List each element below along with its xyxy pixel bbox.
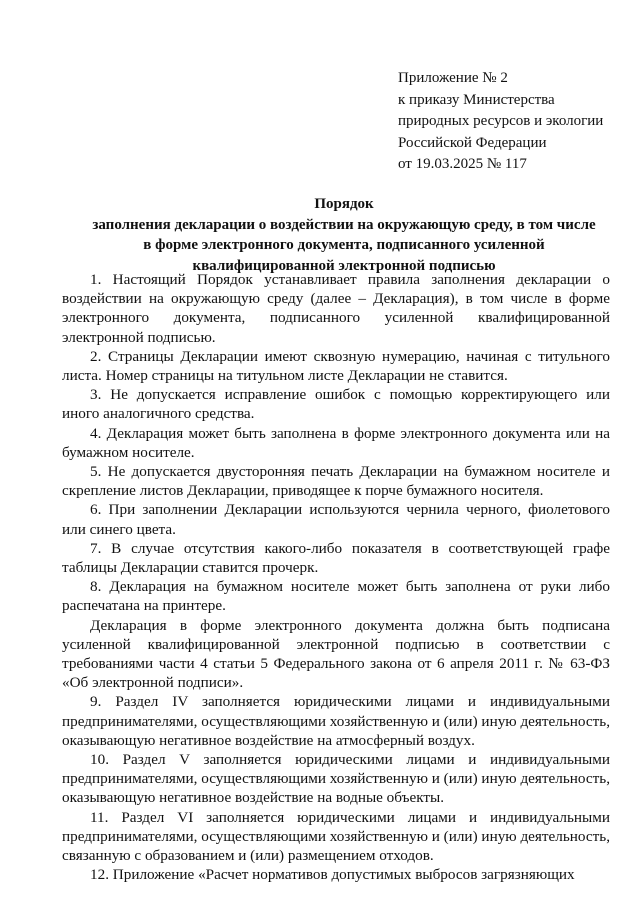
paragraph-1: 1. Настоящий Порядок устанавливает правила заполнения декларации о воздействии на окружающую среду (далее – Декларация), в том числе в форме электронного документа, подписанного усиленной квалифицированной электронной подписью. — [62, 271, 610, 346]
document-body — [62, 270, 610, 885]
paragraph-8: 8. Декларация на бумажном носителе может быть заполнена от руки либо распечатана на принтере. — [62, 578, 610, 615]
paragraph-3: 3. Не допускается исправление ошибок с помощью корректирующего или иного аналогичного средства. — [62, 386, 610, 423]
paragraph-9: 9. Раздел IV заполняется юридическими лицами и индивидуальными предпринимателями, осуществляющими хозяйственную и (или) иную деятельность, оказывающую негативное воздействие на атмосферный воздух. — [62, 693, 610, 749]
paragraph-8-electronic: Декларация в форме электронного документа должна быть подписана усиленной квалифицированной электронной подписью в соответствии с требованиями части 4 статьи 5 Федерального закона от 6 апреля 2011 г. № 63-ФЗ «Об электронной подписи». — [62, 616, 610, 692]
title-line-3: в форме электронного документа, подписанного усиленной — [143, 237, 545, 253]
appendix-line-country: Российской Федерации — [398, 134, 547, 151]
title-line-4: квалифицированной электронной подписью — [192, 257, 496, 274]
paragraph-5: 5. Не допускается двусторонняя печать Декларации на бумажном носителе и скрепление листов Декларации, приводящее к порче бумажного носителя. — [62, 463, 610, 500]
title-line-2: заполнения декларации о воздействии на окружающую среду, в том числе — [92, 216, 596, 233]
paragraph-7: 7. В случае отсутствия какого-либо показателя в соответствующей графе таблицы Декларации ставится прочерк. — [62, 539, 610, 577]
appendix-line-date: от 19.03.2025 № 117 — [398, 156, 527, 172]
paragraph-4: 4. Декларация может быть заполнена в форме электронного документа или на бумажном носителе. — [62, 424, 610, 461]
paragraph-11: 11. Раздел VI заполняется юридическими лицами и индивидуальными предпринимателями, осуществляющими хозяйственную и (или) иную деятельность, связанную с образованием и (или) размещением отходов. — [62, 808, 610, 865]
title-line-1: Порядок — [314, 196, 374, 212]
appendix-line-order: к приказу Министерства — [398, 91, 555, 108]
appendix-header — [398, 68, 628, 176]
appendix-line-number: Приложение № 2 — [398, 70, 508, 86]
appendix-line-ministry: природных ресурсов и экологии — [398, 113, 604, 129]
paragraph-10: 10. Раздел V заполняется юридическими лицами и индивидуальными предпринимателями, осуществляющими хозяйственную и (или) иную деятельность, оказывающую негативное воздействие на водные объекты. — [62, 751, 610, 807]
paragraph-2: 2. Страницы Декларации имеют сквозную нумерацию, начиная с титульного листа. Номер страницы на титульном листе Декларации не ставится. — [62, 347, 610, 385]
paragraph-12: 12. Приложение «Расчет нормативов допустимых выбросов загрязняющих — [90, 866, 575, 884]
document-title — [62, 194, 626, 276]
paragraph-6: 6. При заполнении Декларации используются чернила черного, фиолетового или синего цвета. — [62, 501, 610, 538]
